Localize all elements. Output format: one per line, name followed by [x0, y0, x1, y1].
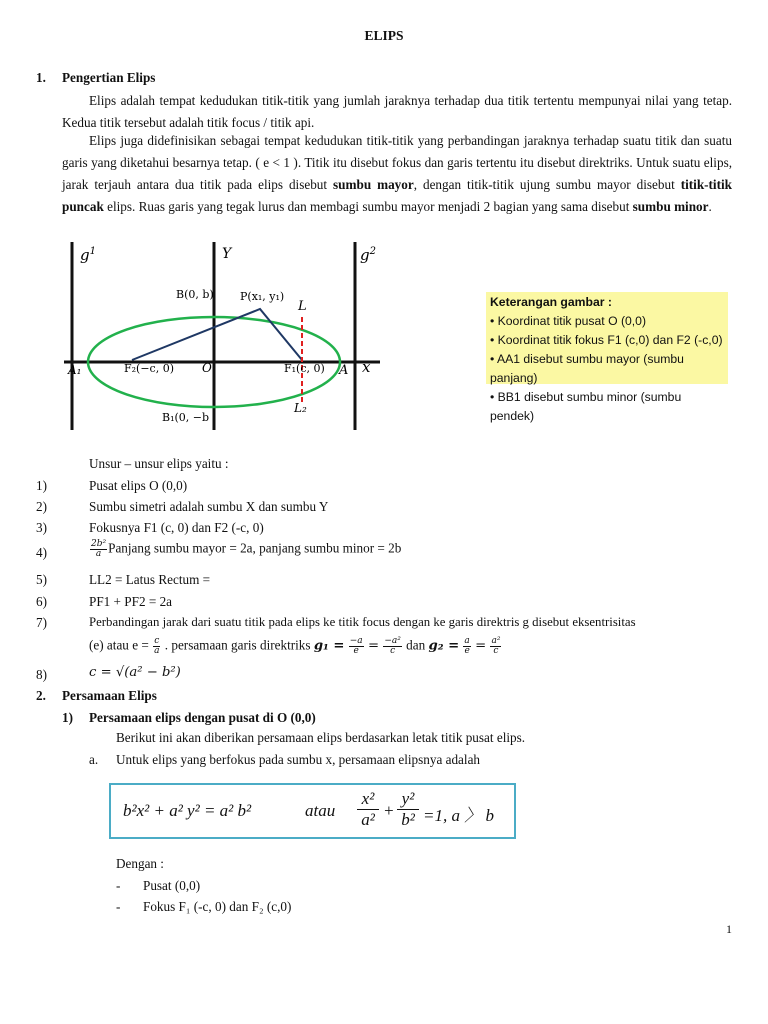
list-number: 6) [36, 594, 47, 609]
legend-item: • Koordinat titik pusat O (0,0) [490, 314, 647, 328]
label-point-A: A [339, 363, 349, 378]
list-item: Fokusnya F1 (c, 0) dan F2 (-c, 0) [89, 520, 264, 535]
paragraph-definition-1: Elips adalah tempat kedudukan titik-titik yang jumlah jaraknya terhadap dua titik tertentu mempunyai nilai yang tetap. Kedua titik tersebut adalah titik focus / titik api. [62, 93, 732, 130]
legend-item: • BB1 disebut sumbu minor (sumbu pendek) [490, 390, 682, 423]
list-item: LL2 = Latus Rectum = [89, 572, 211, 587]
paragraph-definition-2: Elips juga didefinisikan sebagai tempat kedudukan titik-titik yang perbandingan jaraknya terhadap suatu titik dan suatu garis yang diketahui besarnya tetap. ( e < 1 ). Titik itu disebut fokus dan garis tertentu itu disebut direktriks. Untuk suatu elips, jarak terjauh antara dua titik pada elips disebut sumbu mayor, dengan titik-titik ujung sumbu mayor disebut titik-titik puncak elips. Ruas garis yang tegak lurus dan membagi sumbu mayor menjadi 2 bagian yang sama disebut sumbu minor. [62, 133, 732, 214]
subsection-heading: Persamaan elips dengan pusat di O (0,0) [89, 710, 316, 725]
list-number: 5) [36, 572, 47, 587]
legend-item: • Koordinat titik fokus F1 (c,0) dan F2 (-c,0) [490, 333, 723, 347]
section-2-number: 2. [36, 688, 46, 703]
dengan-label: Dengan : [116, 856, 164, 871]
equation-atau: atau [305, 801, 336, 820]
page-number: 1 [726, 922, 732, 936]
subsection-number: 1) [62, 710, 73, 725]
list-number: 8) [36, 667, 47, 682]
list-item: Sumbu simetri adalah sumbu X dan sumbu Y [89, 499, 329, 514]
ellipse-figure [62, 240, 382, 432]
list-item: Perbandingan jarak dari suatu titik pada elips ke titik focus dengan ke garis direktris g disebut eksentrisitas [89, 615, 636, 629]
label-point-B1: B₁(0, −b [162, 411, 210, 424]
subsection-intro: Berikut ini akan diberikan persamaan elips berdasarkan letak titik pusat elips. [116, 730, 526, 745]
unsur-intro: Unsur – unsur elips yaitu : [89, 456, 229, 471]
label-point-F2: F₂(−c, 0) [124, 362, 174, 375]
equation-plus: + [383, 801, 395, 820]
legend-title: Keterangan gambar : [490, 295, 612, 309]
list-item: Pusat elips O (0,0) [89, 478, 188, 493]
label-origin-O: O [202, 361, 212, 375]
bullet-dash: - [116, 878, 121, 893]
bullet-item: Fokus F₁ (-c, 0) dan F₂ (c,0) [143, 899, 292, 914]
section-1-number: 1. [36, 70, 46, 85]
label-g2: $g^2$ [360, 246, 376, 264]
section-1-heading: Pengertian Elips [62, 70, 156, 85]
label-y-axis: Y [222, 246, 232, 262]
equation-lhs: b²x² + a² y² = a² b² [123, 801, 252, 820]
item-a-label: a. [89, 752, 99, 767]
eccentricity-line: (e) atau e = $\frac{c}{a}$ . persamaan garis direktriks g₁ = $\frac{-a}{e}$ = $\frac{\text{−a²}}{c}$ dan g₂ = $\frac{a}{e}$ = $\frac{\text{a²}}{c}$ [89, 636, 501, 656]
list-number: 2) [36, 499, 47, 514]
label-point-L: L [298, 299, 307, 314]
list-item: PF1 + PF2 = 2a [89, 594, 173, 609]
legend-item: • AA1 disebut sumbu mayor (sumbu panjang) [490, 352, 684, 385]
equation-fraction-x: x² a² [357, 789, 379, 830]
label-point-P: P(x₁, y₁) [240, 290, 285, 303]
equation-fraction-y: y² b² [397, 789, 419, 830]
equation-box [109, 783, 516, 839]
list-number: 7) [36, 615, 47, 630]
label-point-A1: A₁ [68, 363, 82, 377]
list-number: 1) [36, 478, 47, 493]
figure-legend [486, 292, 728, 423]
list-item-formula-c: c = √(a² − b²) [89, 665, 181, 680]
list-item: $\frac{\text{2b²}}{a}$ Panjang sumbu mayor = 2a, panjang sumbu minor = 2b [91, 539, 402, 559]
bullet-dash: - [116, 899, 121, 914]
label-point-L2: L₂ [294, 401, 307, 415]
list-number: 4) [36, 545, 47, 560]
list-number: 3) [36, 520, 47, 535]
label-g1: $g^1$ [80, 246, 96, 264]
label-x-axis: x [362, 358, 371, 376]
item-a-text: Untuk elips yang berfokus pada sumbu x, persamaan elipsnya adalah [116, 752, 481, 767]
bullet-item: Pusat (0,0) [143, 878, 201, 893]
equation-rhs: =1, a 〉 b [423, 806, 494, 825]
section-2-heading: Persamaan Elips [62, 688, 157, 703]
label-point-F1: F₁(c, 0) [284, 362, 325, 375]
label-point-B: B(0, b) [176, 288, 214, 301]
fraction-2b2-over-a: $\frac{\text{2b²}}{a}$ [91, 539, 107, 559]
document-title: ELIPS [364, 28, 404, 43]
